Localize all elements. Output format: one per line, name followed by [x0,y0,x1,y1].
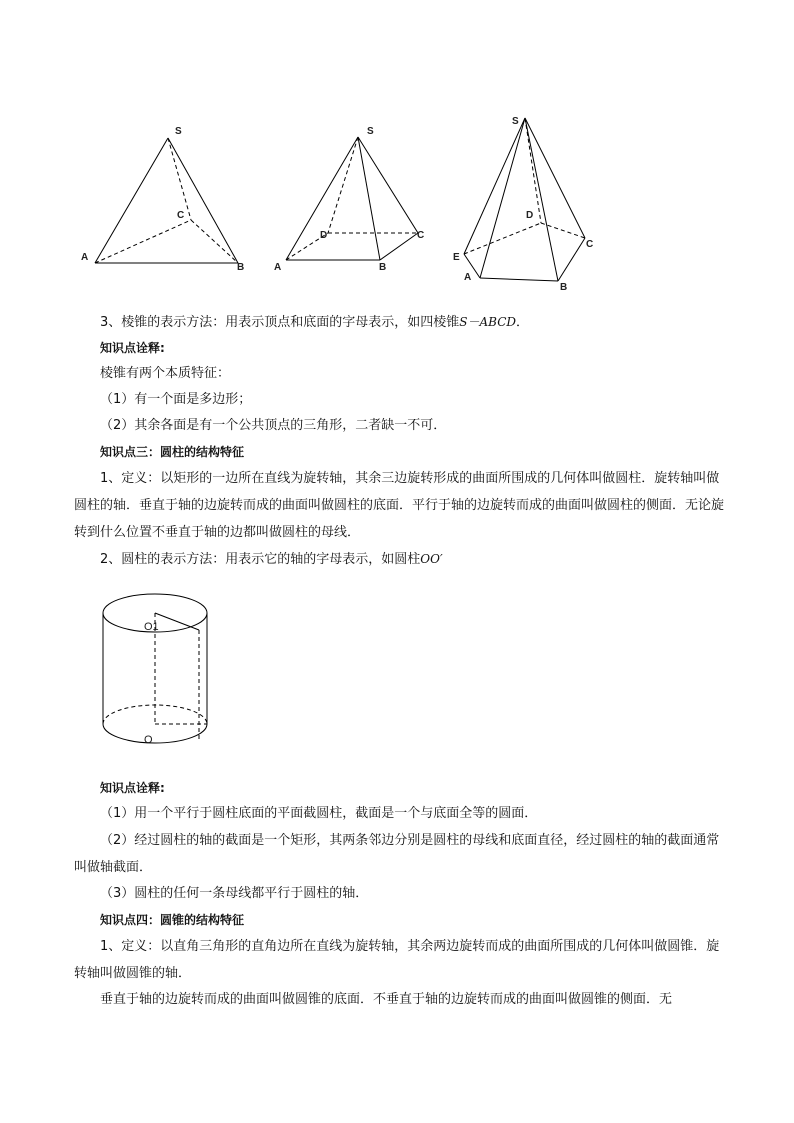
note-item: （3）圆柱的任何一条母线都平行于圆柱的轴． [100,886,369,901]
vertex-label-s: S [512,116,519,127]
vertex-label-c: C [586,239,594,250]
cylinder-definition: 1、定义：以矩形的一边所在直线为旋转轴，其余三边旋转形成的曲面所围成的几何体叫做圆柱．旋转轴叫做圆柱的轴．垂直于轴的边旋转而成的曲面叫做圆柱的底面．平行于轴的边旋转而成的曲面叫做圆柱的侧面．无论旋转到什么位置不垂直于轴的边都叫做圆柱的母线． [74,471,725,540]
cylinder-notation-math: OO′ [420,552,443,566]
vertex-label-s: S [367,126,374,137]
note-item: （2）经过圆柱的轴的截面是一个矩形，其两条邻边分别是圆柱的母线和底面直径，经过圆柱的轴的截面通常叫做轴截面． [74,833,720,875]
vertex-label-c: C [177,210,185,221]
pyramid-notation-math: S－ABCD [459,315,517,329]
section-pyramid-notation [74,309,724,572]
cylinder-notation-line: 2、圆柱的表示方法：用表示它的轴的字母表示，如圆柱OO′ [100,552,443,567]
vertex-label-b: B [237,262,245,273]
pentagonal-pyramid-figure [445,108,615,298]
vertex-label-b: B [379,262,387,273]
note-item: （1）有一个面是多边形； [100,392,252,407]
vertex-label-s: S [175,126,182,137]
note-intro: 棱锥有两个本质特征： [100,366,231,381]
cylinder-figure [96,586,226,756]
pyramid-notation-line: 3、棱锥的表示方法：用表示顶点和底面的字母表示，如四棱锥S－ABCD． [100,315,530,330]
note-item: （2）其余各面是有一个公共顶点的三角形，二者缺一不可． [100,418,447,433]
section-heading-cylinder: 知识点三：圆柱的结构特征 [100,445,245,459]
note-heading: 知识点诠释: [100,781,165,795]
tetrahedron-figure [75,120,255,280]
vertex-label-c: C [417,230,425,241]
quadrilateral-pyramid-figure [270,120,440,280]
vertex-label-a: A [274,262,282,273]
cone-paragraph: 垂直于轴的边旋转而成的曲面叫做圆锥的底面．不垂直于轴的边旋转而成的曲面叫做圆锥的侧面．无 [100,992,673,1007]
note-heading: 知识点诠释: [100,341,165,355]
vertex-label-d: D [320,230,328,241]
cone-definition: 1、定义：以直角三角形的直角边所在直线为旋转轴，其余两边旋转而成的曲面所围成的几何体叫做圆锥．旋转轴叫做圆锥的轴． [74,939,720,981]
vertex-label-a: A [464,272,472,283]
section-heading-cone: 知识点四：圆锥的结构特征 [100,913,245,927]
vertex-label-e: E [453,252,460,263]
center-label-bottom: O [144,734,153,746]
vertex-label-d: D [526,210,534,221]
note-item: （1）用一个平行于圆柱底面的平面截圆柱，截面是一个与底面全等的圆面． [100,806,538,821]
section-cylinder-notes [74,775,724,1013]
vertex-label-a: A [81,252,89,263]
center-label-top: O1 [144,621,159,633]
vertex-label-b: B [560,282,568,293]
